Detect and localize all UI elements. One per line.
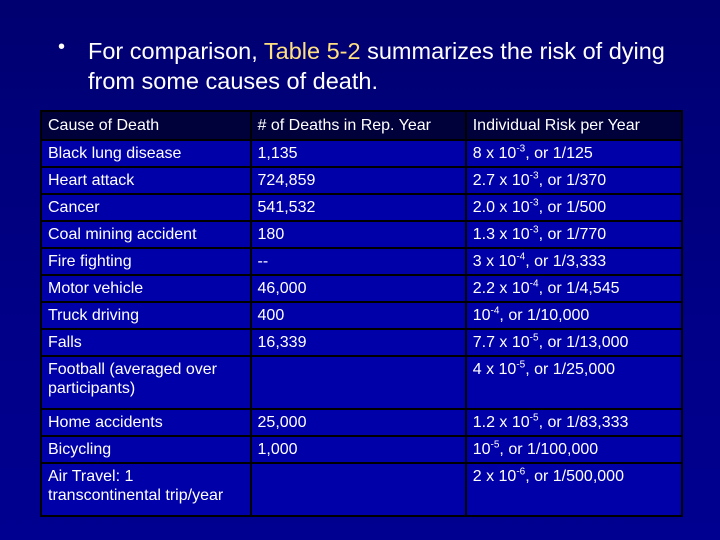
risk-ratio: , or 1/4,545: [538, 280, 620, 297]
cell-cause: Bicycling: [41, 436, 251, 463]
risk-exponent: -3: [529, 170, 539, 182]
risk-exponent: -3: [516, 143, 526, 155]
cell-deaths: 1,000: [251, 436, 466, 463]
risk-exponent: -4: [490, 305, 500, 317]
cell-risk: [466, 302, 682, 329]
cell-risk: [466, 221, 682, 248]
cell-cause: Black lung disease: [41, 140, 251, 167]
table-row: [41, 248, 682, 275]
cell-cause: Coal mining accident: [41, 221, 251, 248]
bullet-text-part2: summarizes the risk of dying from some causes of death.: [88, 38, 665, 94]
risk-ratio: , or 1/10,000: [499, 307, 590, 324]
risk-exponent: -4: [516, 251, 526, 263]
cell-deaths: [251, 356, 466, 409]
risk-ratio: , or 1/370: [538, 172, 607, 189]
table-row: [41, 194, 682, 221]
cell-cause: Heart attack: [41, 167, 251, 194]
bullet-text: [58, 36, 698, 96]
cell-deaths: 25,000: [251, 409, 466, 436]
cell-risk: [466, 140, 682, 167]
risk-base: 2.0 x 10: [472, 199, 530, 216]
table-row: [41, 221, 682, 248]
cell-deaths: 541,532: [251, 194, 466, 221]
table-row: [41, 275, 682, 302]
cell-deaths: 46,000: [251, 275, 466, 302]
risk-ratio: , or 1/125: [525, 145, 593, 162]
cell-risk: [466, 248, 682, 275]
table-row: [41, 436, 682, 463]
risk-base: 4 x 10: [472, 361, 517, 378]
cell-deaths: 724,859: [251, 167, 466, 194]
cell-deaths: [251, 463, 466, 516]
cell-risk: [466, 356, 682, 409]
risk-base: 8 x 10: [472, 145, 517, 162]
cell-cause: Falls: [41, 329, 251, 356]
risk-ratio: , or 1/83,333: [538, 414, 629, 431]
risk-exponent: -6: [516, 466, 526, 478]
cell-risk: [466, 409, 682, 436]
cell-cause: Fire fighting: [41, 248, 251, 275]
cell-risk: [466, 194, 682, 221]
cell-risk: [466, 463, 682, 516]
table-row: [41, 140, 682, 167]
cell-cause: Truck driving: [41, 302, 251, 329]
risk-base: 3 x 10: [472, 253, 517, 270]
cell-risk: [466, 436, 682, 463]
risk-ratio: , or 1/500: [538, 199, 607, 216]
cell-deaths: 400: [251, 302, 466, 329]
cell-risk: [466, 167, 682, 194]
table-row: [41, 409, 682, 436]
cell-deaths: 1,135: [251, 140, 466, 167]
header-cause: Cause of Death: [41, 111, 251, 140]
risk-ratio: , or 1/3,333: [525, 253, 607, 270]
cell-cause: Air Travel: 1 transcontinental trip/year: [41, 463, 251, 516]
cell-risk: [466, 329, 682, 356]
bullet-icon: •: [58, 36, 66, 58]
risk-base: 2 x 10: [472, 468, 517, 485]
table-reference: Table 5-2: [263, 38, 361, 64]
cell-cause: Home accidents: [41, 409, 251, 436]
cell-risk: [466, 275, 682, 302]
risk-base: 10: [472, 307, 491, 324]
risk-ratio: , or 1/100,000: [499, 441, 599, 458]
risk-base: 1.2 x 10: [472, 414, 530, 431]
risk-table: [40, 110, 683, 517]
cell-deaths: 16,339: [251, 329, 466, 356]
table-header-row: [41, 111, 682, 140]
bullet-point: [58, 36, 698, 96]
table-row: [41, 356, 682, 409]
risk-ratio: , or 1/13,000: [538, 334, 629, 351]
risk-base: 1.3 x 10: [472, 226, 530, 243]
risk-ratio: , or 1/500,000: [525, 468, 624, 485]
table-row: [41, 463, 682, 516]
table-row: [41, 302, 682, 329]
table-row: [41, 167, 682, 194]
risk-exponent: -5: [490, 439, 500, 451]
risk-base: 2.7 x 10: [472, 172, 530, 189]
risk-exponent: -5: [516, 359, 526, 371]
cell-deaths: --: [251, 248, 466, 275]
risk-base: 2.2 x 10: [472, 280, 530, 297]
risk-ratio: , or 1/25,000: [525, 361, 616, 378]
header-risk: Individual Risk per Year: [466, 111, 682, 140]
risk-ratio: , or 1/770: [538, 226, 607, 243]
risk-base: 10: [472, 441, 491, 458]
risk-exponent: -4: [529, 278, 539, 290]
risk-exponent: -5: [529, 412, 539, 424]
cell-cause: Motor vehicle: [41, 275, 251, 302]
cell-cause: Cancer: [41, 194, 251, 221]
bullet-text-part1: For comparison,: [88, 38, 264, 64]
risk-base: 7.7 x 10: [472, 334, 530, 351]
cell-deaths: 180: [251, 221, 466, 248]
table-row: [41, 329, 682, 356]
cell-cause: Football (averaged over participants): [41, 356, 251, 409]
risk-exponent: -5: [529, 332, 539, 344]
risk-exponent: -3: [529, 224, 539, 236]
risk-exponent: -3: [529, 197, 539, 209]
header-deaths: # of Deaths in Rep. Year: [251, 111, 466, 140]
